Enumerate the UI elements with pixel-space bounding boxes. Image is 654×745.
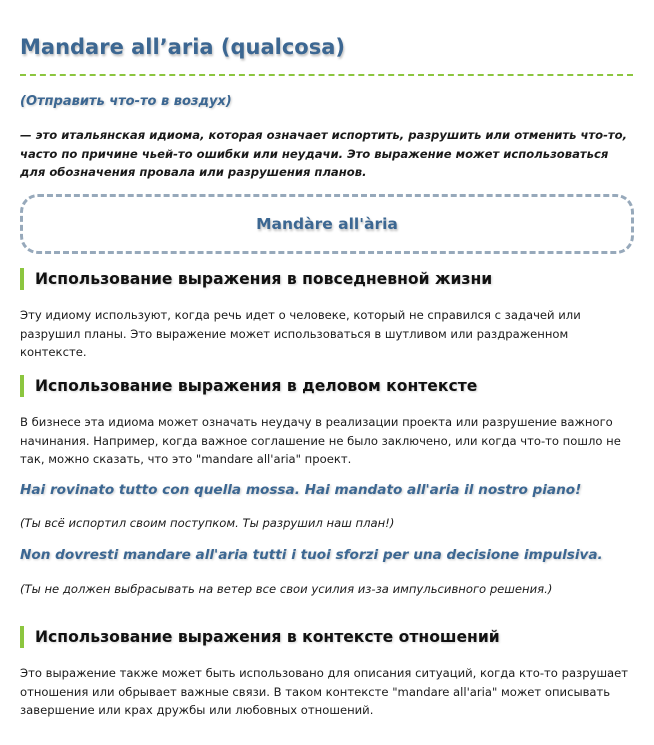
section-text-everyday: Эту идиому используют, когда речь идет о человеке, который не справился с задачей или разрушил планы. Это выражение может использоваться в шутливом или раздраженном контексте. (20, 308, 581, 359)
title-divider (20, 74, 633, 76)
section-heading-relationships: Использование выражения в контексте отношений (20, 626, 500, 648)
example-italian-1: Hai rovinato tutto con quella mossa. Hai mandato all'aria il nostro piano! (20, 482, 582, 498)
example-italian-2: Non dovresti mandare all'aria tutti i tuoi sforzi per una decisione impulsiva. (20, 547, 603, 563)
section-text-business: В бизнесе эта идиома может означать неудачу в реализации проекта или разрушение важного начинания. Например, когда важное соглашение не было заключено, или когда что-то пошло не так, можно сказать, что это "mandare all'aria" проект. (20, 415, 621, 466)
pronunciation-box (20, 194, 634, 254)
example-russian-2: (Ты не должен выбрасывать на ветер все свои усилия из-за импульсивного решения.) (20, 582, 553, 596)
page-title: Mandare all’aria (qualcosa) (20, 35, 345, 59)
section-heading-everyday: Использование выражения в повседневной жизни (20, 268, 492, 290)
pronunciation-text: Mandàre all'ària (256, 215, 398, 233)
idiom-translation: (Отправить что-то в воздух) (20, 94, 232, 109)
section-text-relationships: Это выражение также может быть использовано для описания ситуаций, когда кто-то разрушает отношения или обрывает важные связи. В таком контексте "mandare all'aria" может описывать завершение или крах дружбы или любовных отношений. (20, 666, 629, 717)
idiom-definition: — это итальянская идиома, которая означает испортить, разрушить или отменить что-то, часто по причине чьей-то ошибки или неудачи. Это выражение может использоваться для обозначения провала или разрушения планов. (20, 128, 627, 179)
section-heading-business: Использование выражения в деловом контексте (20, 375, 477, 397)
example-russian-1: (Ты всё испортил своим поступком. Ты разрушил наш план!) (20, 516, 395, 530)
